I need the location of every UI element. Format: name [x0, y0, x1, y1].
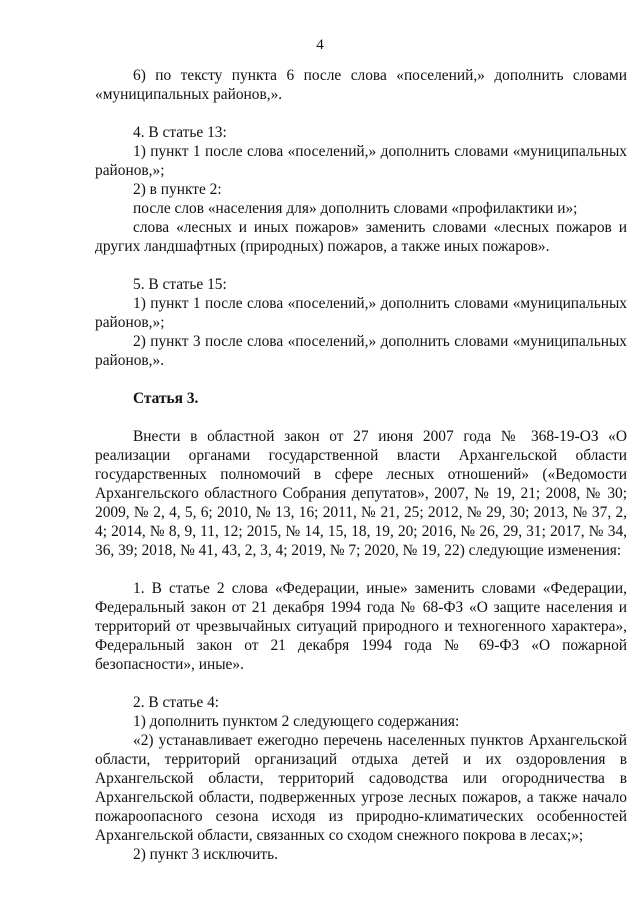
paragraph: 2) в пункте 2:: [133, 181, 222, 198]
paragraph: 2. В статье 4:: [133, 694, 220, 711]
paragraph: Внести в областной закон от 27 июня 2007 года № 368-19-ОЗ «О реализации органами государственной власти Архангельской области государственных полномочий в сфере лесных отношений» («Ведомости Архангельского областного Собрания депутатов», 2007, № 19, 21; 2008, № 30; 2009, № 2, 4, 5, 6; 2010, № 13, 16; 2011, № 21, 25; 2012, № 29, 30; 2013, № 37, 2, 4; 2014, № 8, 9, 11, 12; 2015, № 14, 15, 18, 19, 20; 2016, № 26, 29, 31; 2017, № 34, 36, 39; 2018, № 41, 43, 2, 3, 4; 2019, № 7; 2020, № 19, 22) следующие изменения:: [95, 428, 627, 559]
paragraph: 6) по тексту пункта 6 после слова «поселений,» дополнить словами «муниципальных районов,».: [95, 67, 627, 103]
paragraph: 2) пункт 3 после слова «поселений,» дополнить словами «муниципальных районов,».: [95, 333, 627, 369]
paragraph: 4. В статье 13:: [133, 124, 227, 141]
paragraph-gap: [95, 674, 627, 693]
paragraph: 2) пункт 3 исключить.: [133, 846, 278, 863]
paragraph-gap: [95, 370, 627, 389]
paragraph: 1) дополнить пунктом 2 следующего содержания:: [133, 713, 460, 730]
paragraph: 1. В статье 2 слова «Федерации, иные» заменить словами «Федерации, Федеральный закон от 21 декабря 1994 года № 68-ФЗ «О защите населения и территорий от чрезвычайных ситуаций природного и техногенного характера», Федеральный закон от 21 декабря 1994 года № 69-ФЗ «О пожарной безопасности», иные».: [95, 580, 627, 673]
paragraph: 1) пункт 1 после слова «поселений,» дополнить словами «муниципальных районов,»;: [95, 143, 627, 179]
article-heading: Статья 3.: [133, 390, 199, 407]
document-body: [95, 66, 627, 864]
paragraph: 1) пункт 1 после слова «поселений,» дополнить словами «муниципальных районов,»;: [95, 295, 627, 331]
paragraph-gap: [95, 560, 627, 579]
paragraph: «2) устанавливает ежегодно перечень населенных пунктов Архангельской области, территорий организаций отдыха детей и их оздоровления в Архангельской области, территорий садоводства или огородничества в Архангельской области, подверженных угрозе лесных пожаров, а также начало пожароопасного сезона исходя из природно-климатических особенностей Архангельской области, связанных со сходом снежного покрова в лесах;»;: [95, 732, 627, 844]
paragraph-gap: [95, 408, 627, 427]
paragraph: 5. В статье 15:: [133, 276, 227, 293]
paragraph-gap: [95, 104, 627, 123]
paragraph: после слов «населения для» дополнить словами «профилактики и»;: [133, 200, 578, 217]
paragraph: слова «лесных и иных пожаров» заменить словами «лесных пожаров и других ландшафтных (природных) пожаров, а также иных пожаров».: [95, 219, 627, 255]
page-number: 4: [316, 37, 324, 53]
paragraph-gap: [95, 256, 627, 275]
